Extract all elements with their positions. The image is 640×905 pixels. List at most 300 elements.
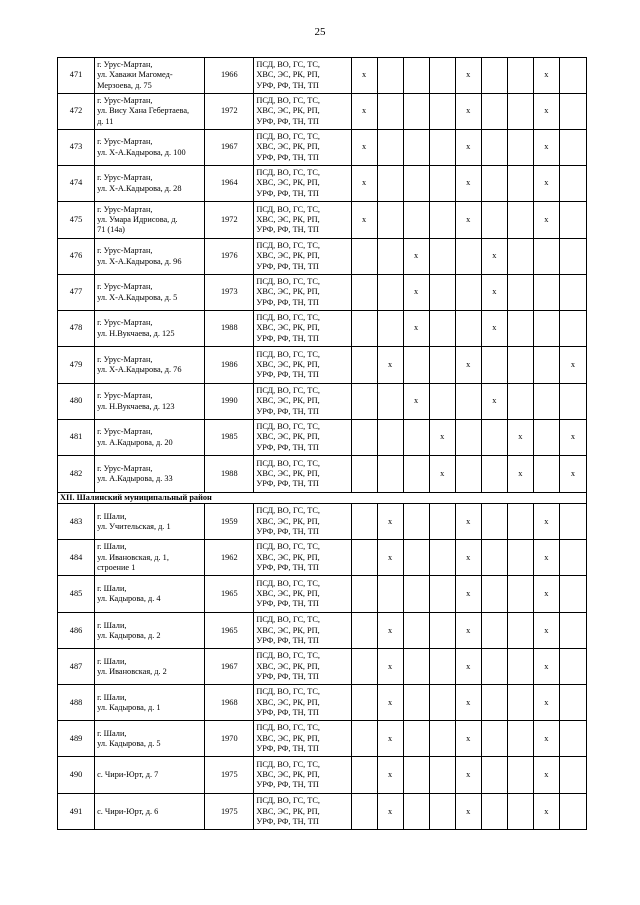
mark-cell <box>559 540 586 576</box>
address-cell: г. Шали, ул. Кадырова, д. 1 <box>95 685 205 721</box>
address-cell: г. Урус-Мартан, ул. Хаважи Магомед- Мерзоева, д. 75 <box>95 58 205 94</box>
mark-cell: х <box>455 347 481 384</box>
row-number: 486 <box>58 613 95 649</box>
mark-cell <box>507 576 533 613</box>
mark-cell <box>481 613 507 649</box>
mark-cell <box>403 58 429 94</box>
mark-cell <box>559 94 586 130</box>
mark-cell: х <box>351 94 377 130</box>
year-cell: 1967 <box>205 649 254 685</box>
mark-cell: х <box>455 794 481 830</box>
year-cell: 1968 <box>205 685 254 721</box>
mark-cell <box>351 311 377 347</box>
table-row <box>58 794 587 830</box>
mark-cell: х <box>533 794 559 830</box>
mark-cell <box>481 58 507 94</box>
mark-cell <box>429 347 455 384</box>
mark-cell: х <box>455 649 481 685</box>
year-cell: 1976 <box>205 239 254 275</box>
mark-cell <box>507 130 533 166</box>
mark-cell <box>507 613 533 649</box>
mark-cell: х <box>533 685 559 721</box>
mark-cell: х <box>533 130 559 166</box>
mark-cell <box>559 384 586 420</box>
table-row <box>58 202 587 239</box>
mark-cell <box>377 456 403 493</box>
table-row <box>58 275 587 311</box>
mark-cell: х <box>533 649 559 685</box>
mark-cell <box>455 384 481 420</box>
works-cell: ПСД, ВО, ГС, ТС, ХВС, ЭС, РК, РП, УРФ, РФ, ТН, ТП <box>254 540 351 576</box>
row-number: 488 <box>58 685 95 721</box>
mark-cell <box>377 239 403 275</box>
works-cell: ПСД, ВО, ГС, ТС, ХВС, ЭС, РК, РП, УРФ, РФ, ТН, ТП <box>254 613 351 649</box>
mark-cell <box>455 239 481 275</box>
address-cell: г. Шали, ул. Ивановская, д. 2 <box>95 649 205 685</box>
address-cell: г. Урус-Мартан, ул. Х-А.Кадырова, д. 96 <box>95 239 205 275</box>
mark-cell <box>533 420 559 456</box>
table-row <box>58 540 587 576</box>
mark-cell <box>351 347 377 384</box>
mark-cell <box>429 311 455 347</box>
works-cell: ПСД, ВО, ГС, ТС, ХВС, ЭС, РК, РП, УРФ, РФ, ТН, ТП <box>254 420 351 456</box>
address-cell: с. Чири-Юрт, д. 7 <box>95 757 205 794</box>
year-cell: 1988 <box>205 456 254 493</box>
mark-cell <box>377 420 403 456</box>
mark-cell <box>507 275 533 311</box>
row-number: 479 <box>58 347 95 384</box>
mark-cell <box>559 130 586 166</box>
year-cell: 1965 <box>205 613 254 649</box>
mark-cell: х <box>403 384 429 420</box>
mark-cell: х <box>377 347 403 384</box>
mark-cell: х <box>377 685 403 721</box>
mark-cell: х <box>377 649 403 685</box>
mark-cell <box>507 94 533 130</box>
mark-cell <box>507 239 533 275</box>
mark-cell <box>507 540 533 576</box>
address-cell: г. Шали, ул. Кадырова, д. 5 <box>95 721 205 757</box>
works-cell: ПСД, ВО, ГС, ТС, ХВС, ЭС, РК, РП, УРФ, РФ, ТН, ТП <box>254 239 351 275</box>
table-row <box>58 94 587 130</box>
mark-cell <box>481 456 507 493</box>
mark-cell <box>481 202 507 239</box>
page-number: 25 <box>314 26 326 38</box>
table-row <box>58 384 587 420</box>
mark-cell <box>533 311 559 347</box>
mark-cell <box>377 58 403 94</box>
mark-cell <box>429 757 455 794</box>
mark-cell: х <box>559 456 586 493</box>
mark-cell <box>507 504 533 540</box>
year-cell: 1967 <box>205 130 254 166</box>
year-cell: 1962 <box>205 540 254 576</box>
mark-cell <box>403 130 429 166</box>
table-row <box>58 311 587 347</box>
year-cell: 1966 <box>205 58 254 94</box>
mark-cell <box>351 576 377 613</box>
row-number: 480 <box>58 384 95 420</box>
mark-cell <box>351 649 377 685</box>
mark-cell <box>403 794 429 830</box>
mark-cell <box>403 613 429 649</box>
mark-cell <box>429 166 455 202</box>
table-row <box>58 721 587 757</box>
mark-cell <box>481 130 507 166</box>
table-row <box>58 504 587 540</box>
mark-cell <box>507 58 533 94</box>
mark-cell: х <box>533 166 559 202</box>
mark-cell: х <box>455 504 481 540</box>
mark-cell <box>429 58 455 94</box>
mark-cell: х <box>429 456 455 493</box>
mark-cell <box>559 794 586 830</box>
mark-cell <box>481 721 507 757</box>
mark-cell: х <box>351 166 377 202</box>
mark-cell: х <box>481 384 507 420</box>
mark-cell <box>429 239 455 275</box>
mark-cell: х <box>377 613 403 649</box>
year-cell: 1975 <box>205 757 254 794</box>
year-cell: 1985 <box>205 420 254 456</box>
mark-cell <box>559 275 586 311</box>
table-row <box>58 58 587 94</box>
works-cell: ПСД, ВО, ГС, ТС, ХВС, ЭС, РК, РП, УРФ, РФ, ТН, ТП <box>254 721 351 757</box>
year-cell: 1964 <box>205 166 254 202</box>
mark-cell: х <box>455 166 481 202</box>
mark-cell <box>455 275 481 311</box>
mark-cell <box>481 504 507 540</box>
mark-cell: х <box>455 58 481 94</box>
mark-cell <box>481 540 507 576</box>
mark-cell: х <box>533 721 559 757</box>
row-number: 489 <box>58 721 95 757</box>
mark-cell <box>429 576 455 613</box>
section-title: XII. Шалинский муниципальный район <box>58 493 587 504</box>
mark-cell <box>481 166 507 202</box>
table-row <box>58 576 587 613</box>
mark-cell: х <box>403 275 429 311</box>
works-cell: ПСД, ВО, ГС, ТС, ХВС, ЭС, РК, РП, УРФ, РФ, ТН, ТП <box>254 130 351 166</box>
address-cell: г. Урус-Мартан, ул. Х-А.Кадырова, д. 5 <box>95 275 205 311</box>
mark-cell: х <box>481 311 507 347</box>
mark-cell <box>429 130 455 166</box>
table-row <box>58 130 587 166</box>
mark-cell <box>455 420 481 456</box>
mark-cell <box>559 202 586 239</box>
mark-cell: х <box>455 540 481 576</box>
works-cell: ПСД, ВО, ГС, ТС, ХВС, ЭС, РК, РП, УРФ, РФ, ТН, ТП <box>254 576 351 613</box>
mark-cell <box>507 202 533 239</box>
mark-cell <box>559 239 586 275</box>
mark-cell: х <box>533 58 559 94</box>
year-cell: 1986 <box>205 347 254 384</box>
year-cell: 1970 <box>205 721 254 757</box>
mark-cell: х <box>507 420 533 456</box>
year-cell: 1972 <box>205 202 254 239</box>
works-cell: ПСД, ВО, ГС, ТС, ХВС, ЭС, РК, РП, УРФ, РФ, ТН, ТП <box>254 58 351 94</box>
address-cell: г. Урус-Мартан, ул. Вису Хана Гебертаева, д. 11 <box>95 94 205 130</box>
mark-cell <box>351 613 377 649</box>
mark-cell <box>351 685 377 721</box>
mark-cell <box>403 721 429 757</box>
mark-cell <box>403 94 429 130</box>
mark-cell <box>403 757 429 794</box>
mark-cell: х <box>403 239 429 275</box>
mark-cell <box>533 239 559 275</box>
mark-cell <box>559 613 586 649</box>
row-number: 485 <box>58 576 95 613</box>
mark-cell <box>351 456 377 493</box>
mark-cell: х <box>481 275 507 311</box>
mark-cell <box>481 794 507 830</box>
row-number: 472 <box>58 94 95 130</box>
row-number: 484 <box>58 540 95 576</box>
mark-cell <box>533 456 559 493</box>
works-cell: ПСД, ВО, ГС, ТС, ХВС, ЭС, РК, РП, УРФ, РФ, ТН, ТП <box>254 794 351 830</box>
table-body-shali <box>58 504 587 830</box>
mark-cell <box>481 420 507 456</box>
mark-cell <box>481 685 507 721</box>
mark-cell <box>559 504 586 540</box>
mark-cell <box>507 794 533 830</box>
address-cell: г. Шали, ул. Кадырова, д. 2 <box>95 613 205 649</box>
row-number: 478 <box>58 311 95 347</box>
housing-registry-table <box>57 57 587 830</box>
mark-cell <box>559 721 586 757</box>
row-number: 481 <box>58 420 95 456</box>
address-cell: г. Урус-Мартан, ул. Х-А.Кадырова, д. 76 <box>95 347 205 384</box>
mark-cell <box>351 721 377 757</box>
table-body-urus-martan <box>58 58 587 493</box>
mark-cell <box>377 166 403 202</box>
mark-cell <box>559 58 586 94</box>
year-cell: 1988 <box>205 311 254 347</box>
works-cell: ПСД, ВО, ГС, ТС, ХВС, ЭС, РК, РП, УРФ, РФ, ТН, ТП <box>254 757 351 794</box>
mark-cell: х <box>533 540 559 576</box>
mark-cell: х <box>533 613 559 649</box>
mark-cell: х <box>351 58 377 94</box>
mark-cell <box>455 456 481 493</box>
address-cell: г. Урус-Мартан, ул. Умара Идрисова, д. 71 (14а) <box>95 202 205 239</box>
row-number: 477 <box>58 275 95 311</box>
mark-cell <box>429 613 455 649</box>
mark-cell <box>403 685 429 721</box>
mark-cell: х <box>533 202 559 239</box>
table-row <box>58 685 587 721</box>
mark-cell: х <box>403 311 429 347</box>
mark-cell <box>403 202 429 239</box>
mark-cell <box>429 540 455 576</box>
mark-cell <box>481 576 507 613</box>
row-number: 487 <box>58 649 95 685</box>
mark-cell: х <box>533 576 559 613</box>
mark-cell <box>351 420 377 456</box>
mark-cell <box>455 311 481 347</box>
mark-cell <box>351 384 377 420</box>
table-row <box>58 420 587 456</box>
mark-cell <box>377 384 403 420</box>
mark-cell: х <box>455 613 481 649</box>
mark-cell: х <box>377 794 403 830</box>
mark-cell <box>429 94 455 130</box>
address-cell: г. Урус-Мартан, ул. А.Кадырова, д. 33 <box>95 456 205 493</box>
mark-cell <box>481 757 507 794</box>
mark-cell: х <box>481 239 507 275</box>
row-number: 476 <box>58 239 95 275</box>
works-cell: ПСД, ВО, ГС, ТС, ХВС, ЭС, РК, РП, УРФ, РФ, ТН, ТП <box>254 347 351 384</box>
row-number: 471 <box>58 58 95 94</box>
mark-cell <box>481 649 507 685</box>
row-number: 483 <box>58 504 95 540</box>
mark-cell <box>377 202 403 239</box>
table-row <box>58 347 587 384</box>
address-cell: г. Урус-Мартан, ул. А.Кадырова, д. 20 <box>95 420 205 456</box>
section-header-group <box>58 493 587 504</box>
works-cell: ПСД, ВО, ГС, ТС, ХВС, ЭС, РК, РП, УРФ, РФ, ТН, ТП <box>254 275 351 311</box>
mark-cell <box>429 384 455 420</box>
mark-cell: х <box>559 347 586 384</box>
works-cell: ПСД, ВО, ГС, ТС, ХВС, ЭС, РК, РП, УРФ, РФ, ТН, ТП <box>254 456 351 493</box>
mark-cell: х <box>377 504 403 540</box>
mark-cell: х <box>455 685 481 721</box>
mark-cell <box>507 649 533 685</box>
mark-cell: х <box>351 202 377 239</box>
year-cell: 1990 <box>205 384 254 420</box>
mark-cell <box>403 347 429 384</box>
address-cell: г. Урус-Мартан, ул. Х-А.Кадырова, д. 100 <box>95 130 205 166</box>
mark-cell <box>559 649 586 685</box>
works-cell: ПСД, ВО, ГС, ТС, ХВС, ЭС, РК, РП, УРФ, РФ, ТН, ТП <box>254 685 351 721</box>
row-number: 473 <box>58 130 95 166</box>
mark-cell <box>507 166 533 202</box>
mark-cell <box>429 685 455 721</box>
row-number: 482 <box>58 456 95 493</box>
mark-cell <box>403 166 429 202</box>
mark-cell <box>559 166 586 202</box>
mark-cell: х <box>455 576 481 613</box>
mark-cell <box>559 311 586 347</box>
mark-cell <box>403 576 429 613</box>
mark-cell <box>429 794 455 830</box>
mark-cell <box>351 794 377 830</box>
mark-cell: х <box>377 540 403 576</box>
address-cell: г. Урус-Мартан, ул. Н.Вукчаева, д. 125 <box>95 311 205 347</box>
mark-cell <box>481 94 507 130</box>
mark-cell <box>507 721 533 757</box>
mark-cell <box>559 685 586 721</box>
mark-cell: х <box>533 504 559 540</box>
mark-cell <box>533 384 559 420</box>
works-cell: ПСД, ВО, ГС, ТС, ХВС, ЭС, РК, РП, УРФ, РФ, ТН, ТП <box>254 384 351 420</box>
address-cell: г. Урус-Мартан, ул. Н.Вукчаева, д. 123 <box>95 384 205 420</box>
mark-cell: х <box>377 721 403 757</box>
mark-cell <box>351 275 377 311</box>
table-row <box>58 166 587 202</box>
mark-cell <box>559 576 586 613</box>
table-row <box>58 649 587 685</box>
mark-cell <box>403 649 429 685</box>
mark-cell <box>429 202 455 239</box>
mark-cell <box>403 420 429 456</box>
works-cell: ПСД, ВО, ГС, ТС, ХВС, ЭС, РК, РП, УРФ, РФ, ТН, ТП <box>254 649 351 685</box>
mark-cell <box>351 757 377 794</box>
address-cell: г. Урус-Мартан, ул. Х-А.Кадырова, д. 28 <box>95 166 205 202</box>
mark-cell: х <box>455 757 481 794</box>
mark-cell <box>403 456 429 493</box>
works-cell: ПСД, ВО, ГС, ТС, ХВС, ЭС, РК, РП, УРФ, РФ, ТН, ТП <box>254 166 351 202</box>
table-row <box>58 613 587 649</box>
mark-cell <box>507 311 533 347</box>
mark-cell <box>481 347 507 384</box>
mark-cell: х <box>455 202 481 239</box>
row-number: 490 <box>58 757 95 794</box>
mark-cell <box>429 721 455 757</box>
year-cell: 1959 <box>205 504 254 540</box>
mark-cell <box>429 275 455 311</box>
address-cell: г. Шали, ул. Ивановская, д. 1, строение 1 <box>95 540 205 576</box>
section-header-row <box>58 493 587 504</box>
year-cell: 1965 <box>205 576 254 613</box>
mark-cell <box>377 311 403 347</box>
table-row <box>58 456 587 493</box>
mark-cell: х <box>507 456 533 493</box>
works-cell: ПСД, ВО, ГС, ТС, ХВС, ЭС, РК, РП, УРФ, РФ, ТН, ТП <box>254 311 351 347</box>
mark-cell <box>351 504 377 540</box>
works-cell: ПСД, ВО, ГС, ТС, ХВС, ЭС, РК, РП, УРФ, РФ, ТН, ТП <box>254 94 351 130</box>
mark-cell <box>377 576 403 613</box>
works-cell: ПСД, ВО, ГС, ТС, ХВС, ЭС, РК, РП, УРФ, РФ, ТН, ТП <box>254 504 351 540</box>
address-cell: с. Чири-Юрт, д. 6 <box>95 794 205 830</box>
mark-cell: х <box>351 130 377 166</box>
year-cell: 1975 <box>205 794 254 830</box>
year-cell: 1972 <box>205 94 254 130</box>
mark-cell <box>403 504 429 540</box>
mark-cell <box>377 130 403 166</box>
mark-cell: х <box>455 130 481 166</box>
works-cell: ПСД, ВО, ГС, ТС, ХВС, ЭС, РК, РП, УРФ, РФ, ТН, ТП <box>254 202 351 239</box>
row-number: 474 <box>58 166 95 202</box>
mark-cell <box>507 757 533 794</box>
table-row <box>58 239 587 275</box>
table-row <box>58 757 587 794</box>
mark-cell <box>533 347 559 384</box>
row-number: 475 <box>58 202 95 239</box>
mark-cell: х <box>533 757 559 794</box>
mark-cell: х <box>533 94 559 130</box>
mark-cell <box>507 347 533 384</box>
mark-cell <box>351 239 377 275</box>
address-cell: г. Шали, ул. Кадырова, д. 4 <box>95 576 205 613</box>
mark-cell <box>559 757 586 794</box>
mark-cell: х <box>559 420 586 456</box>
mark-cell <box>429 504 455 540</box>
mark-cell <box>533 275 559 311</box>
mark-cell <box>507 384 533 420</box>
mark-cell <box>507 685 533 721</box>
mark-cell <box>403 540 429 576</box>
mark-cell <box>377 94 403 130</box>
mark-cell: х <box>377 757 403 794</box>
mark-cell <box>377 275 403 311</box>
mark-cell <box>351 540 377 576</box>
mark-cell: х <box>429 420 455 456</box>
mark-cell: х <box>455 94 481 130</box>
year-cell: 1973 <box>205 275 254 311</box>
mark-cell: х <box>455 721 481 757</box>
row-number: 491 <box>58 794 95 830</box>
mark-cell <box>429 649 455 685</box>
